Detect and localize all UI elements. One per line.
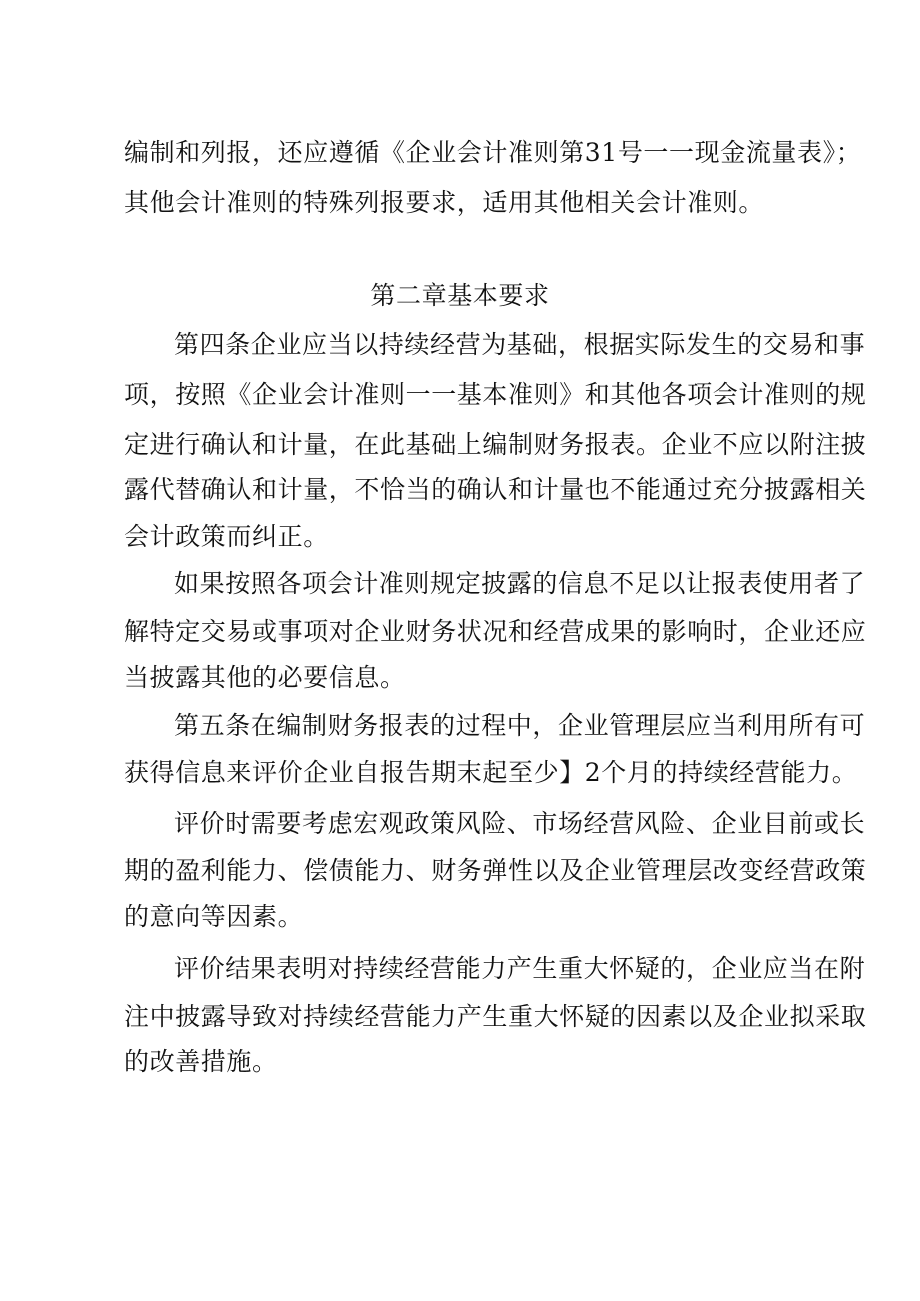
article4-line-5: 会计政策而纠正。 — [124, 522, 329, 551]
article4-line-2: 项，按照《企业会计准则一一基本准则》和其他各项会计准则的规 — [124, 380, 867, 409]
article5-p3-line-3: 的改善措施。 — [124, 1047, 278, 1076]
intro-line-1: 编制和列报，还应遵循《企业会计准则第31号一一现金流量表》； — [124, 138, 862, 167]
article4-line-3: 定进行确认和计量，在此基础上编制财务报表。企业不应以附注披 — [124, 430, 867, 459]
article4-line-1: 第四条企业应当以持续经营为基础，根据实际发生的交易和事 — [174, 330, 866, 359]
article5-p2-line-1: 评价时需要考虑宏观政策风险、市场经营风险、企业目前或长 — [174, 809, 866, 838]
article4-p2-line-3: 当披露其他的必要信息。 — [124, 663, 406, 692]
article5-line-2: 获得信息来评价企业自报告期末起至少】2个月的持续经营能力。 — [124, 758, 858, 787]
article4-p2-line-2: 解特定交易或事项对企业财务状况和经营成果的影响时，企业还应 — [124, 617, 867, 646]
chapter-heading: 第二章基本要求 — [370, 281, 550, 310]
article5-p3-line-1: 评价结果表明对持续经营能力产生重大怀疑的，企业应当在附 — [174, 954, 866, 983]
article4-line-4: 露代替确认和计量，不恰当的确认和计量也不能通过充分披露相关 — [124, 475, 867, 504]
article5-p3-line-2: 注中披露导致对持续经营能力产生重大怀疑的因素以及企业拟采取 — [124, 1002, 867, 1031]
intro-line-2: 其他会计准则的特殊列报要求，适用其他相关会计准则。 — [124, 188, 765, 217]
article4-p2-line-1: 如果按照各项会计准则规定披露的信息不足以让报表使用者了 — [174, 569, 866, 598]
article5-line-1: 第五条在编制财务报表的过程中，企业管理层应当利用所有可 — [174, 711, 866, 740]
article5-p2-line-2: 期的盈利能力、偿债能力、财务弹性以及企业管理层改变经营政策 — [124, 856, 867, 885]
article5-p2-line-3: 的意向等因素。 — [124, 902, 304, 931]
